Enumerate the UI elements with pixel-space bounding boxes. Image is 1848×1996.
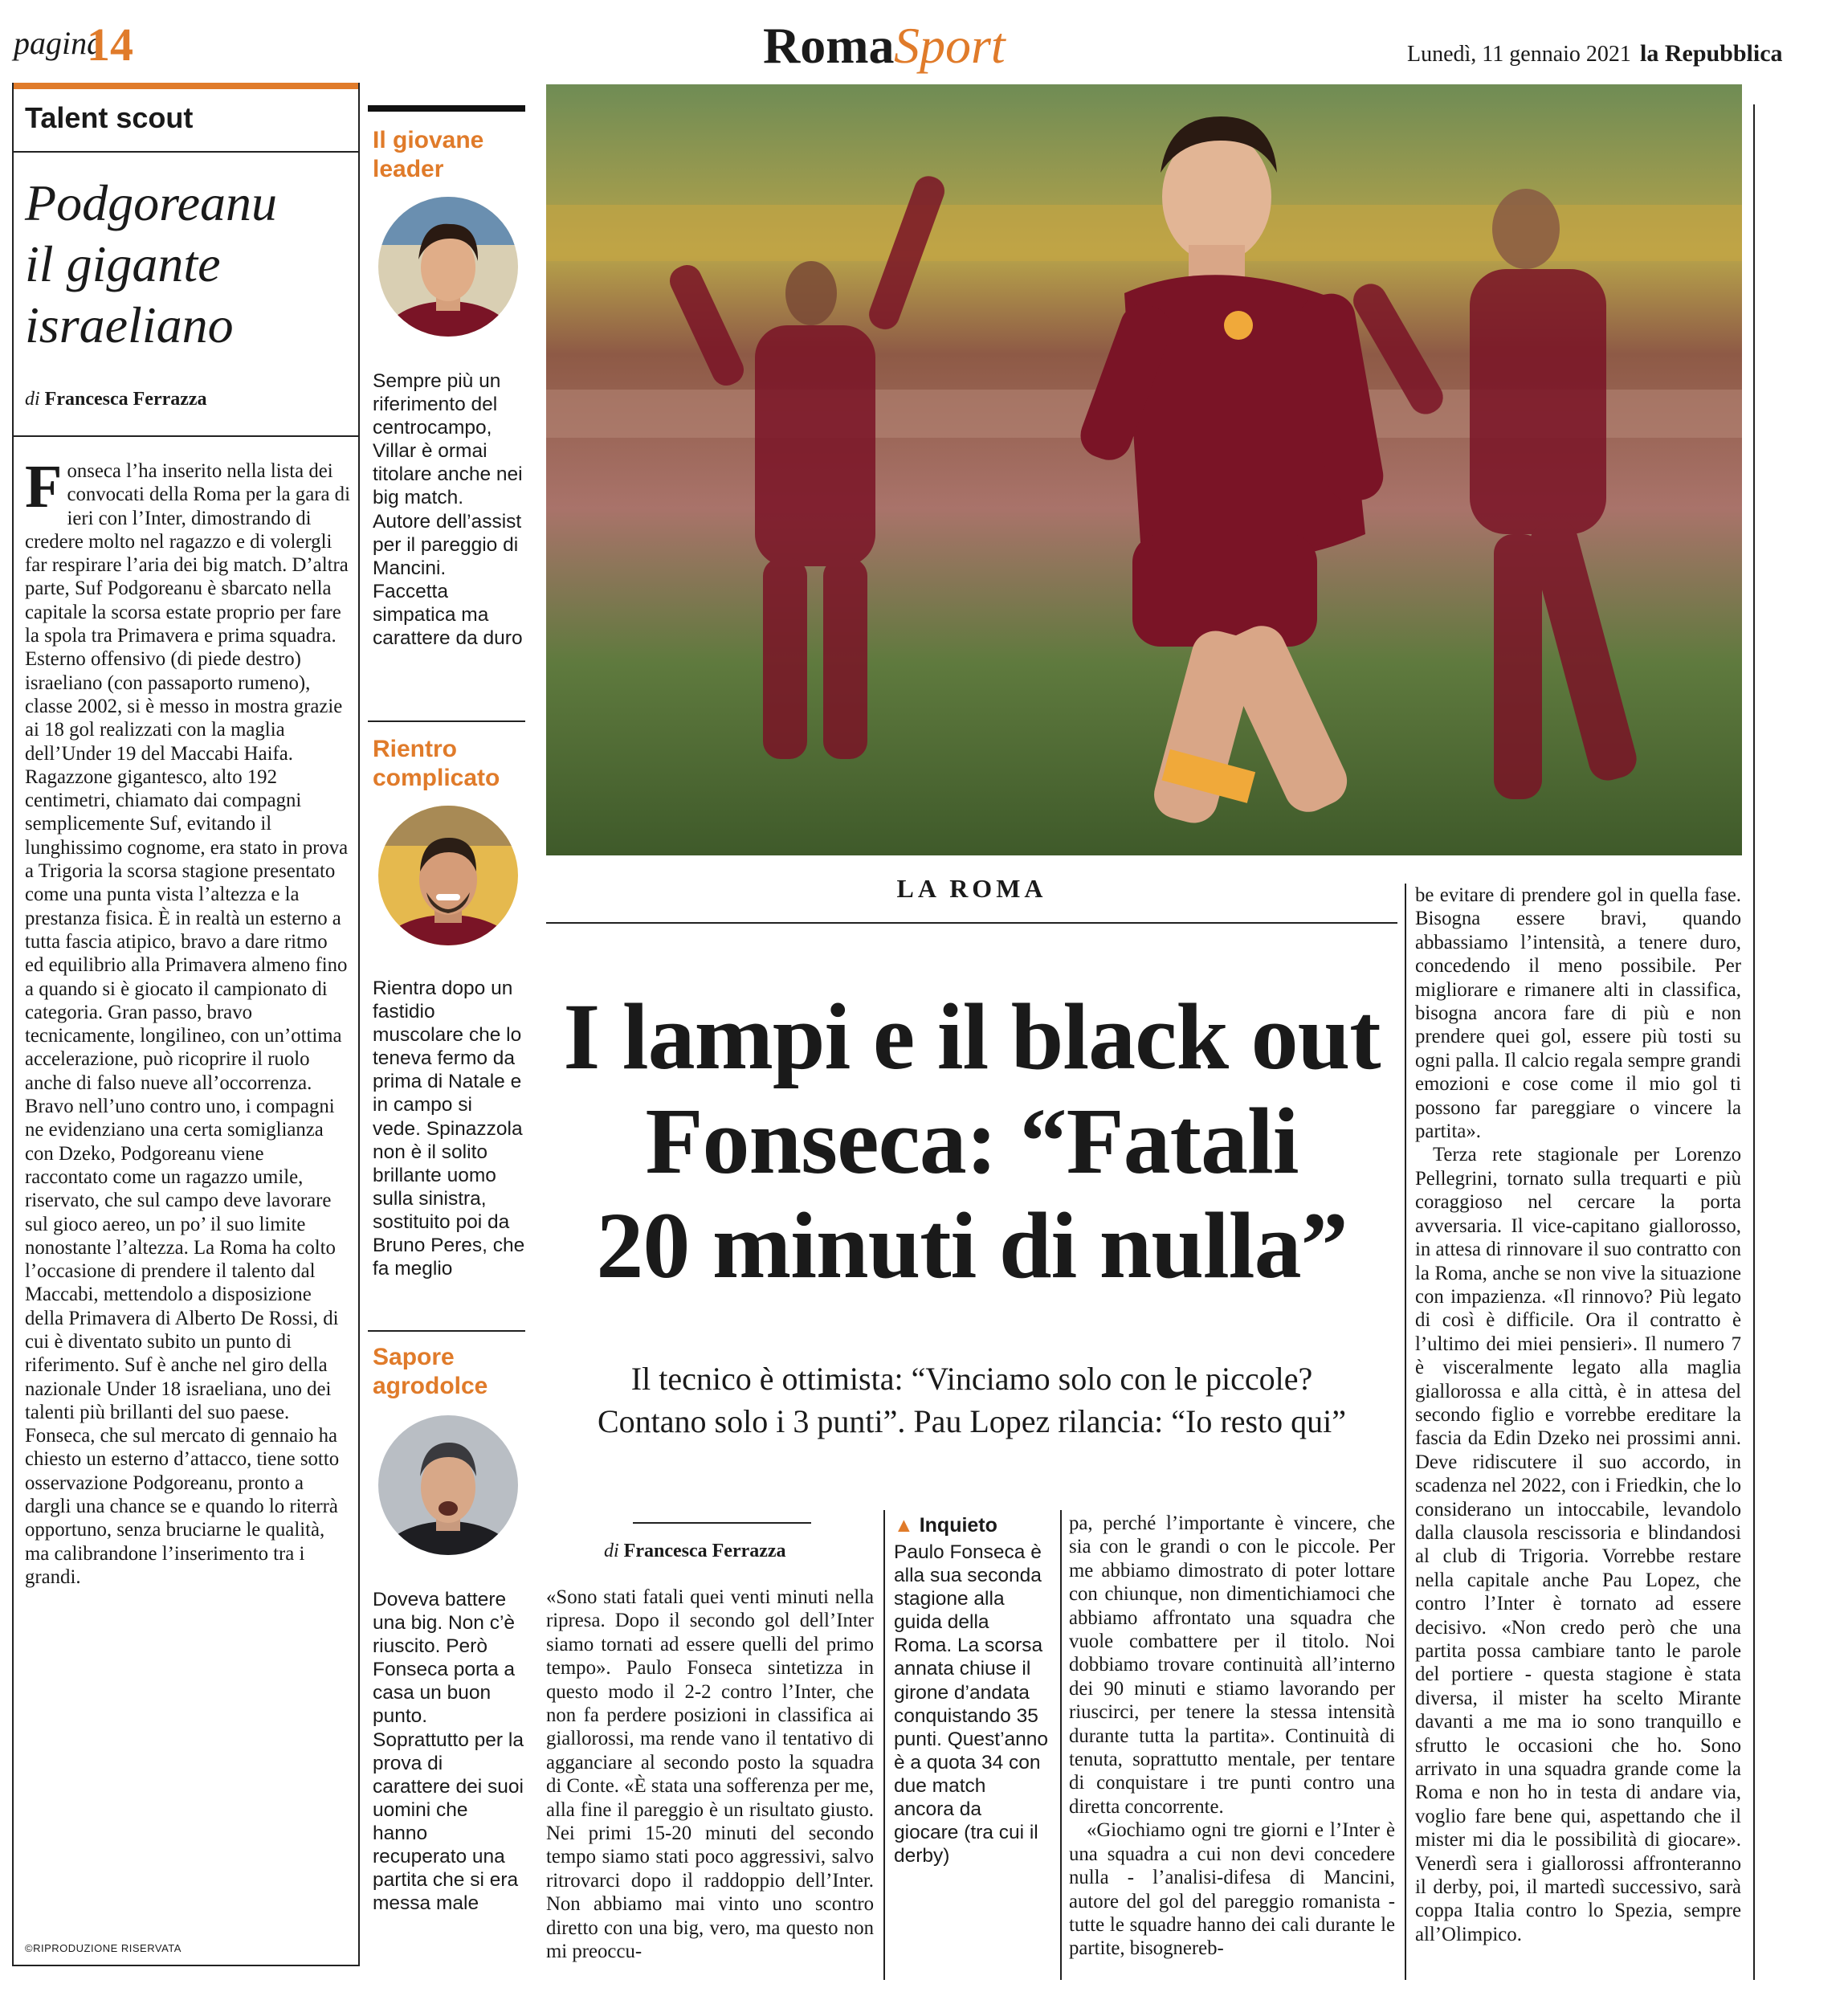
talent-scout-label: Talent scout	[25, 101, 194, 134]
caption-label-text: Inquieto	[919, 1514, 997, 1537]
profile-heading: Il giovane leader	[373, 127, 484, 182]
section-name: Sport	[894, 17, 1006, 74]
profile-heading: Rientro complicato	[373, 736, 500, 791]
article-byline	[604, 1541, 786, 1562]
talent-scout-text: onseca l’ha inserito nella lista dei convocati della Roma per la gara di ieri con l’Inter, dimostrando di credere molto nel ragazzo e di volergli far respirare l’aria dei big match. D’altra parte, Suf Podgoreanu è sbarcato nella capitale la scorsa estate proprio per fare la spola tra Primavera e prima squadra. Esterno offensivo (di piede destro) israeliano (con passaporto rumeno), classe 2002, si è messo in mostra grazie ai 18 gol realizzati con la maglia dell’Under 19 del Maccabi Haifa. Ragazzone gigantesco, alto 192 centimetri, chiamato dai compagni semplicemente Suf, evitando il lunghissimo cognome, era stato in prova a Trigoria la scorsa stagione presentato come una punta vista l’altezza e la prestanza fisica. È in realtà un esterno a tutta fascia atipico, bravo a dare ritmo ed equilibrio alla Primavera almeno fino a quando si è giocato il campionato di categoria. Gran passo, bravo tecnicamente, longilineo, con un’ottima accelerazione, può ricoprire il ruolo anche di falso nueve all’occorrenza. Bravo nell’uno contro uno, i compagni ne evidenziano una certa somiglianza con Dzeko, Podgoreanu viene raccontato come un ragazzo umile, riservato, che sul campo deve lavorare sul gioco aereo, un po’ il suo limite nonostante l’altezza. La Roma ha colto l’occasione di prendere il talento dal Maccabi, mettendolo a disposizione della Primavera di Alberto De Rossi, di cui è diventato subito un punto di riferimento. Suf è anche nel giro della nazionale Under 18 israeliana, uno dei talenti più brillanti del suo paese. Fonseca, che sul mercato di gennaio ha chiesto un esterno d’attacco, tiene sotto osservazione Podgoreanu, pronto a dargli una chance se e quando lo riterrà opportuno, senza bruciarne le qualità, ma calibrandone l’inserimento tra i grandi.	[25, 460, 350, 1588]
page-header	[0, 0, 1848, 76]
profile-divider	[368, 1330, 525, 1332]
kicker-rule	[546, 922, 1397, 924]
subhead-line: Contano solo i 3 punti”. Pau Lopez rilancia: “Io resto qui”	[598, 1403, 1346, 1439]
avatar-spinazzola	[378, 806, 518, 945]
profile-text: Doveva battere una big. Non c’è riuscito. Però Fonseca porta a casa un buon punto. Soprattutto per la prova di carattere dei suoi uomini che hanno recuperato una partita che si era messa male	[373, 1589, 524, 1915]
celebration-photo-icon	[546, 84, 1742, 855]
byline-author: Francesca Ferrazza	[44, 389, 207, 410]
column-divider	[1060, 1510, 1062, 1980]
headline-line: Fonseca: “Fatali	[645, 1088, 1299, 1194]
talent-scout-title	[25, 173, 346, 356]
page-number: 14	[87, 18, 133, 71]
talent-scout-top-rule	[12, 83, 359, 89]
talent-scout-body	[25, 453, 350, 1589]
section-city: Roma	[763, 17, 895, 74]
caption-text: Paulo Fonseca è alla sua seconda stagione alla guida della Roma. La scorsa annata chiuse il girone d’andata conquistando 35 punti. Quest’anno è a quota 34 con due match ancora da giocare (tra cui il derby)	[894, 1541, 1049, 1867]
profile-divider	[368, 720, 525, 722]
talent-scout-right-border	[358, 83, 360, 1966]
player-portrait-icon	[378, 806, 518, 945]
match-photo	[546, 84, 1742, 855]
column-divider	[883, 1510, 885, 1980]
headline-line: 20 minuti di nulla”	[596, 1193, 1348, 1298]
triangle-up-icon: ▲	[894, 1514, 914, 1537]
profile-text: Sempre più un riferimento del centrocampo, Villar è ormai titolare anche nei big match. Autore dell’assist per il pareggio di Mancini. Faccetta simpatica ma carattere da duro	[373, 370, 523, 650]
profile-heading: Sapore agrodolce	[373, 1344, 488, 1399]
article-paragraph: pa, perché l’importante è vincere, che sia con le grandi o con le piccole. Per me abbiamo dimostrato di poter lottare con chiunque, non dimentichiamoci che abbiamo affrontato una squadra che vuole combattere per il titolo. Noi dobbiamo trovare continuità all’interno dei 90 minuti e stiamo lavorando per riuscirci, per tenere la stessa intensità durante tutta la partita». Continuità di tenuta, soprattutto mentale, per tentare di conquistare i tre punti contro una diretta concorrente.	[1069, 1512, 1395, 1818]
talent-scout-left-border	[12, 83, 14, 1966]
byline-author: Francesca Ferrazza	[623, 1541, 786, 1561]
right-page-border	[1753, 104, 1755, 1980]
player-portrait-icon	[378, 197, 518, 337]
headline-line: I lampi e il black out	[563, 984, 1381, 1089]
column-divider	[1405, 884, 1406, 1980]
talent-scout-title-line: israeliano	[25, 296, 234, 353]
article-subhead	[546, 1357, 1397, 1443]
masthead: la Repubblica	[1640, 40, 1783, 67]
article-column-3	[1415, 884, 1741, 1946]
byline-prefix: di	[25, 389, 40, 410]
copyright-notice: ©RIPRODUZIONE RISERVATA	[25, 1942, 182, 1954]
avatar-villar	[378, 197, 518, 337]
profile-text: Rientra dopo un fastidio muscolare che lo teneva fermo da prima di Natale e in campo si vede. Spinazzola non è il solito brillante uomo sulla sinistra, sostituito poi da Bruno Peres, che fa meglio	[373, 978, 525, 1280]
subhead-line: Il tecnico è ottimista: “Vinciamo solo con le piccole?	[630, 1361, 1313, 1397]
issue-date: Lunedì, 11 gennaio 2021	[1407, 42, 1631, 67]
article-column-2	[1069, 1512, 1395, 1961]
article-kicker: LA ROMA	[896, 874, 1047, 903]
talent-scout-title-line: Podgoreanu	[25, 174, 278, 231]
talent-scout-label-rule	[12, 151, 359, 153]
article-paragraph: Terza rete stagionale per Lorenzo Pellegrini, tornato sulla trequarti e più coraggioso nel cercare la porta avversaria. Il vice-capitano giallorosso, in attesa di rinnovare il suo contratto con la Roma, anche se non vive la situazione con impazienza. «Il rinnovo? Più legato di così è difficile. Ora il contratto è l’ultimo dei miei pensieri». Il numero 7 è visceralmente legato alla maglia giallorossa e alla città, è in attesa del secondo figlio e vorrebbe ereditare la fascia da Edin Dzeko nei prossimi anni. Deve ridiscutere il suo accordo, in scadenza nel 2022, con i Friedkin, che lo considerano un intoccabile, levandolo dalla clausola rescissoria e blindandosi al club di Trigoria. Vorrebbe restare nella capitale anche Pau Lopez, che contro l’Inter è tornato ad essere decisivo. «Non credo però che una partita possa cambiare tanto le parole del portiere - questa stagione è stata diversa, il mister ha scelto Mirante davanti a me ma io sono tranquillo e sfrutto le occasioni che ho. Sono arrivato in una squadra grande come la Roma e non ho in testa di andare via, voglio fare bene qui, aspettando che il mister mi dia le possibilità di giocare». Venerdì sera i giallorossi affronteranno il derby, poi, il martedì successivo, sarà coppa Italia contro lo Spezia, sempre all’Olimpico.	[1415, 1144, 1741, 1945]
page-label: pagina	[14, 25, 104, 61]
article-headline	[546, 985, 1397, 1298]
talent-scout-title-line: il gigante	[25, 235, 221, 292]
avatar-fonseca	[378, 1415, 518, 1555]
talent-scout-byline-rule	[12, 435, 359, 437]
article-paragraph: be evitare di prendere gol in quella fase. Bisogna essere bravi, quando abbassiamo l’intensità, a tenere duro, concedendo il meno possibile. Per migliorare e rimanere alti in classifica, bisogna ancora fare di più e non prendere quei gol, essere più tosti su ogni palla. Il calcio regala sempre grandi emozioni e cose come il mio gol ti possono far pareggiare o vincere la partita».	[1415, 884, 1741, 1143]
byline-rule	[633, 1522, 811, 1524]
caption-label	[894, 1514, 997, 1537]
profiles-top-rule	[368, 105, 525, 112]
byline-prefix: di	[604, 1541, 619, 1561]
coach-portrait-icon	[378, 1415, 518, 1555]
talent-scout-bottom-rule	[12, 1965, 359, 1966]
article-column-1: «Sono stati fatali quei venti minuti nella ripresa. Dopo il secondo gol dell’Inter siamo tornati ad essere quelli del primo tempo». Paulo Fonseca sintetizza in questo modo il 2-2 contro l’Inter, che non fa perdere posizioni in classifica ai giallorossi, ma rende vano il tentativo di agganciare al secondo posto la squadra di Conte. «È stata una sofferenza per me, alla fine il pareggio è un risultato giusto. Nei primi 15-20 minuti del secondo tempo siamo stati poco aggressivi, salvo ritrovarci dopo il raddoppio dell’Inter. Non abbiamo mai vinto uno scontro diretto con una big, vero, ma questo non mi preoccu-	[546, 1586, 874, 1963]
article-paragraph: «Giochiamo ogni tre giorni e l’Inter è una squadra a cui non devi concedere nulla - l’analisi-difesa di Mancini, autore del gol del pareggio romanista - tutte le squadre hanno dei cali durante le partite, bisognereb-	[1069, 1819, 1395, 1960]
talent-scout-byline	[25, 389, 207, 410]
drop-cap: F	[25, 453, 63, 520]
